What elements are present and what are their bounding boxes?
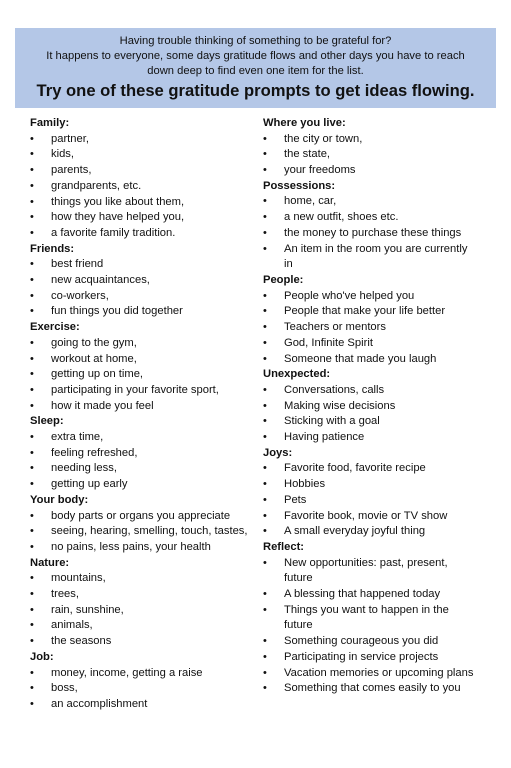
prompt-item: • seeing, hearing, smelling, touch, tastes, [30,524,265,540]
prompt-item: • rain, sunshine, [30,603,265,619]
section-joys [263,446,498,540]
prompt-item: • An item in the room you are currently in [263,242,474,273]
prompt-item: • how they have helped you, [30,210,265,226]
prompt-item: • Someone that made you laugh [263,352,498,368]
section-title-sleep: Sleep: [30,415,64,428]
section-title-family: Family: [30,117,70,129]
section-title-job: Job: [30,650,54,663]
prompt-item: • trees, [30,587,265,603]
prompt-item: • the city or town, [263,132,498,148]
prompt-item: • mountains, [30,571,265,587]
prompt-item: • animals, [30,618,265,634]
prompt-item: • things you like about them, [30,195,265,211]
prompt-item: • a favorite family tradition. [30,226,265,242]
prompt-item: • Favorite book, movie or TV show [263,509,498,525]
prompt-item: • People who've helped you [263,289,498,305]
section-title-nature: Nature: [30,556,70,569]
left-column [30,116,265,713]
prompt-item: • the state, [263,147,498,163]
prompt-list-unexpected [263,383,498,446]
prompt-item: • New opportunities: past, present, future [263,556,474,587]
section-possessions [263,179,498,273]
prompt-item: • Teachers or mentors [263,320,498,336]
prompt-item: • Having patience [263,430,498,446]
section-your-body [30,493,265,556]
section-nature [30,556,265,650]
prompt-list-reflect [263,556,498,697]
prompt-item: • People that make your life better [263,304,498,320]
prompt-item: • best friend [30,257,265,273]
banner-headline: Try one of these gratitude prompts to get ideas flowing. [36,81,475,100]
prompt-list-your-body [30,509,265,556]
prompt-list-exercise [30,336,265,415]
prompt-item: • body parts or organs you appreciate [30,509,265,525]
banner-intro: It happens to everyone, some days gratitude flows and other days you have to reach [46,50,465,62]
prompt-item: • participating in your favorite sport, [30,383,265,399]
prompt-list-friends [30,257,265,320]
prompt-item: • your freedoms [263,163,498,179]
prompt-list-sleep [30,430,265,493]
section-title-possessions: Possessions: [263,179,336,192]
prompt-item: • the seasons [30,634,265,650]
prompt-item: • needing less, [30,461,265,477]
prompt-item: • partner, [30,132,265,148]
prompt-item: • A small everyday joyful thing [263,524,498,540]
prompt-item: • Things you want to happen in the future [263,603,474,634]
prompt-item: • Conversations, calls [263,383,498,399]
prompt-item: • the money to purchase these things [263,226,498,242]
prompt-item: • parents, [30,163,265,179]
section-title-friends: Friends: [30,242,75,255]
section-unexpected [263,367,498,446]
prompt-item: • home, car, [263,194,498,210]
prompt-item: • how it made you feel [30,399,265,415]
section-job [30,650,265,713]
prompt-item: • co-workers, [30,289,265,305]
prompt-item: • fun things you did together [30,304,265,320]
prompt-item: • boss, [30,681,265,697]
prompt-item: • getting up early [30,477,265,493]
section-title-your-body: Your body: [30,493,89,506]
prompt-item: • Favorite food, favorite recipe [263,461,498,477]
section-title-where-you-live: Where you live: [263,117,346,129]
prompt-list-people [263,289,498,368]
section-title-reflect: Reflect: [263,540,305,553]
prompt-item: • an accomplishment [30,697,265,713]
prompt-list-joys [263,461,498,540]
header-banner [15,28,496,108]
prompt-item: • going to the gym, [30,336,265,352]
prompt-item: • Pets [263,493,498,509]
prompt-item: • Hobbies [263,477,498,493]
prompt-item: • A blessing that happened today [263,587,498,603]
section-reflect [263,540,498,697]
prompt-item: • grandparents, etc. [30,179,265,195]
prompt-item: • no pains, less pains, your health [30,540,265,556]
section-where-you-live [263,116,498,179]
prompt-item: • money, income, getting a raise [30,666,265,682]
section-family [30,116,265,242]
right-column [263,116,498,697]
prompt-list-family [30,132,265,242]
prompt-item: • Sticking with a goal [263,414,498,430]
prompt-list-possessions [263,194,498,273]
prompt-item: • extra time, [30,430,265,446]
prompt-item: • feeling refreshed, [30,446,265,462]
prompt-item: • Vacation memories or upcoming plans [263,666,474,682]
section-exercise [30,320,265,414]
section-title-joys: Joys: [263,446,293,459]
prompt-list-where-you-live [263,132,498,179]
section-title-unexpected: Unexpected: [263,368,331,381]
prompt-item: • Participating in service projects [263,650,498,666]
prompt-item: • workout at home, [30,352,265,368]
prompt-list-nature [30,571,265,650]
section-title-people: People: [263,274,304,286]
prompt-item: • Something that comes easily to you [263,681,498,697]
prompt-item: • a new outfit, shoes etc. [263,210,498,226]
section-people [263,273,498,367]
prompt-list-job [30,666,265,713]
section-title-exercise: Exercise: [30,321,80,334]
section-sleep [30,414,265,493]
banner-question: Having trouble thinking of something to be grateful for? [119,35,392,47]
banner-intro-continued: down deep to find even one item for the list. [147,65,364,77]
prompt-item: • kids, [30,147,265,163]
prompt-item: • getting up on time, [30,367,265,383]
prompt-item: • Making wise decisions [263,399,498,415]
section-friends [30,242,265,321]
prompt-item: • Something courageous you did [263,634,498,650]
prompt-item: • God, Infinite Spirit [263,336,498,352]
prompt-item: • new acquaintances, [30,273,265,289]
